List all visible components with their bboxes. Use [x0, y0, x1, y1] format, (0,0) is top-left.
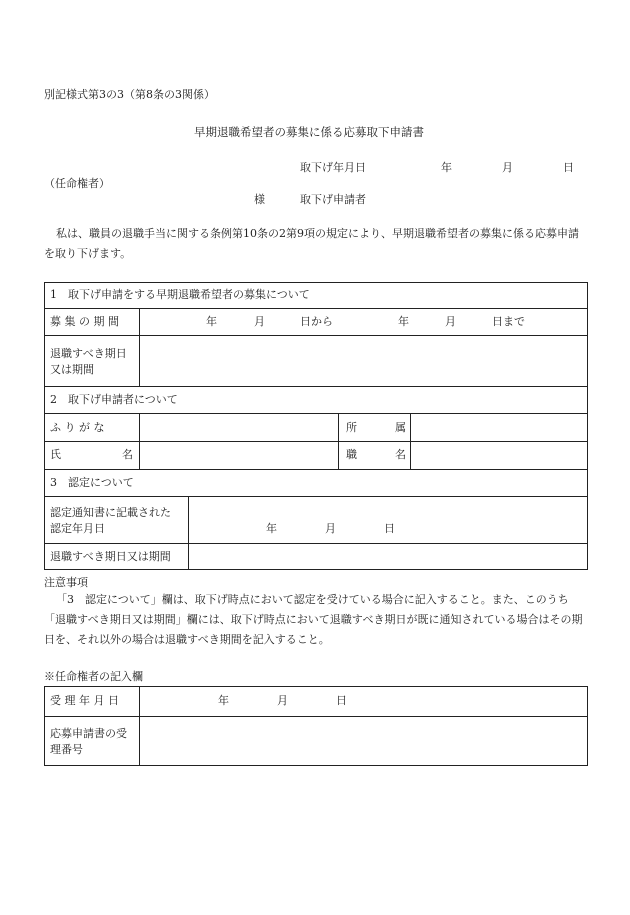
section2-heading: 2 取下げ申請者について	[50, 393, 178, 406]
position-label-2: 名	[395, 448, 406, 461]
cert-month-label: 月	[325, 522, 336, 535]
retire-date-label-line2: 又は期間	[50, 363, 94, 376]
form-number: 別記様式第3の3（第8条の3関係）	[44, 88, 215, 101]
page-title: 早期退職希望者の募集に係る応募取下申請書	[194, 125, 424, 139]
cert-date-label-line1: 認定通知書に記載された	[50, 506, 171, 519]
furigana-label: ふ り が な	[50, 421, 105, 434]
notes-heading: 注意事項	[44, 576, 88, 589]
period-from-month: 月	[254, 315, 265, 328]
receipt-date-label: 受 理 年 月 日	[50, 694, 119, 707]
body-text: 私は、職員の退職手当に関する条例第10条の2第9項の規定により、早期退職希望者の募集に係る応募申請を取り下げます。	[44, 227, 579, 260]
recruitment-period-label: 募 集 の 期 間	[50, 315, 119, 328]
section1-heading: 1 取下げ申請をする早期退職希望者の募集について	[50, 288, 310, 301]
position-label-1: 職	[346, 448, 357, 461]
withdrawal-date-label: 取下げ年月日	[300, 161, 366, 174]
period-from-day: 日から	[300, 315, 333, 328]
application-number-label-1: 応募申請書の受	[50, 727, 127, 740]
name-label-1: 氏	[50, 448, 61, 461]
period-from-year: 年	[206, 315, 217, 328]
application-number-label-2: 理番号	[50, 743, 83, 756]
cert-day-label: 日	[384, 522, 395, 535]
applicant-label: 取下げ申請者	[300, 193, 366, 206]
honorific-label: 様	[254, 193, 265, 206]
receipt-day-label: 日	[336, 694, 347, 707]
affiliation-label-2: 属	[395, 421, 406, 434]
withdrawal-day-label: 日	[563, 161, 574, 174]
name-label-2: 名	[122, 448, 133, 461]
period-to-year: 年	[398, 315, 409, 328]
period-to-day: 日まで	[492, 315, 525, 328]
section3-heading: 3 認定について	[50, 476, 134, 489]
cert-year-label: 年	[266, 522, 277, 535]
withdrawal-month-label: 月	[502, 161, 513, 174]
withdrawal-year-label: 年	[441, 161, 452, 174]
notes-text: 「3 認定について」欄は、取下げ時点において認定を受けている場合に記入すること。また、このうち「退職すべき期日又は期間」欄には、取下げ時点において退職すべき期日が既に通知されている場合はその期日を、それ以外の場合は退職すべき期間を記入すること。	[44, 593, 583, 646]
receipt-year-label: 年	[218, 694, 229, 707]
appointer-section-heading: ※任命権者の記入欄	[44, 670, 143, 683]
appointer-label: （任命権者）	[44, 177, 110, 190]
cert-retire-label: 退職すべき期日又は期間	[50, 550, 171, 563]
retire-date-label-line1: 退職すべき期日	[50, 347, 127, 360]
affiliation-label-1: 所	[346, 421, 357, 434]
receipt-month-label: 月	[277, 694, 288, 707]
period-to-month: 月	[445, 315, 456, 328]
cert-date-label-line2: 認定年月日	[50, 522, 105, 535]
